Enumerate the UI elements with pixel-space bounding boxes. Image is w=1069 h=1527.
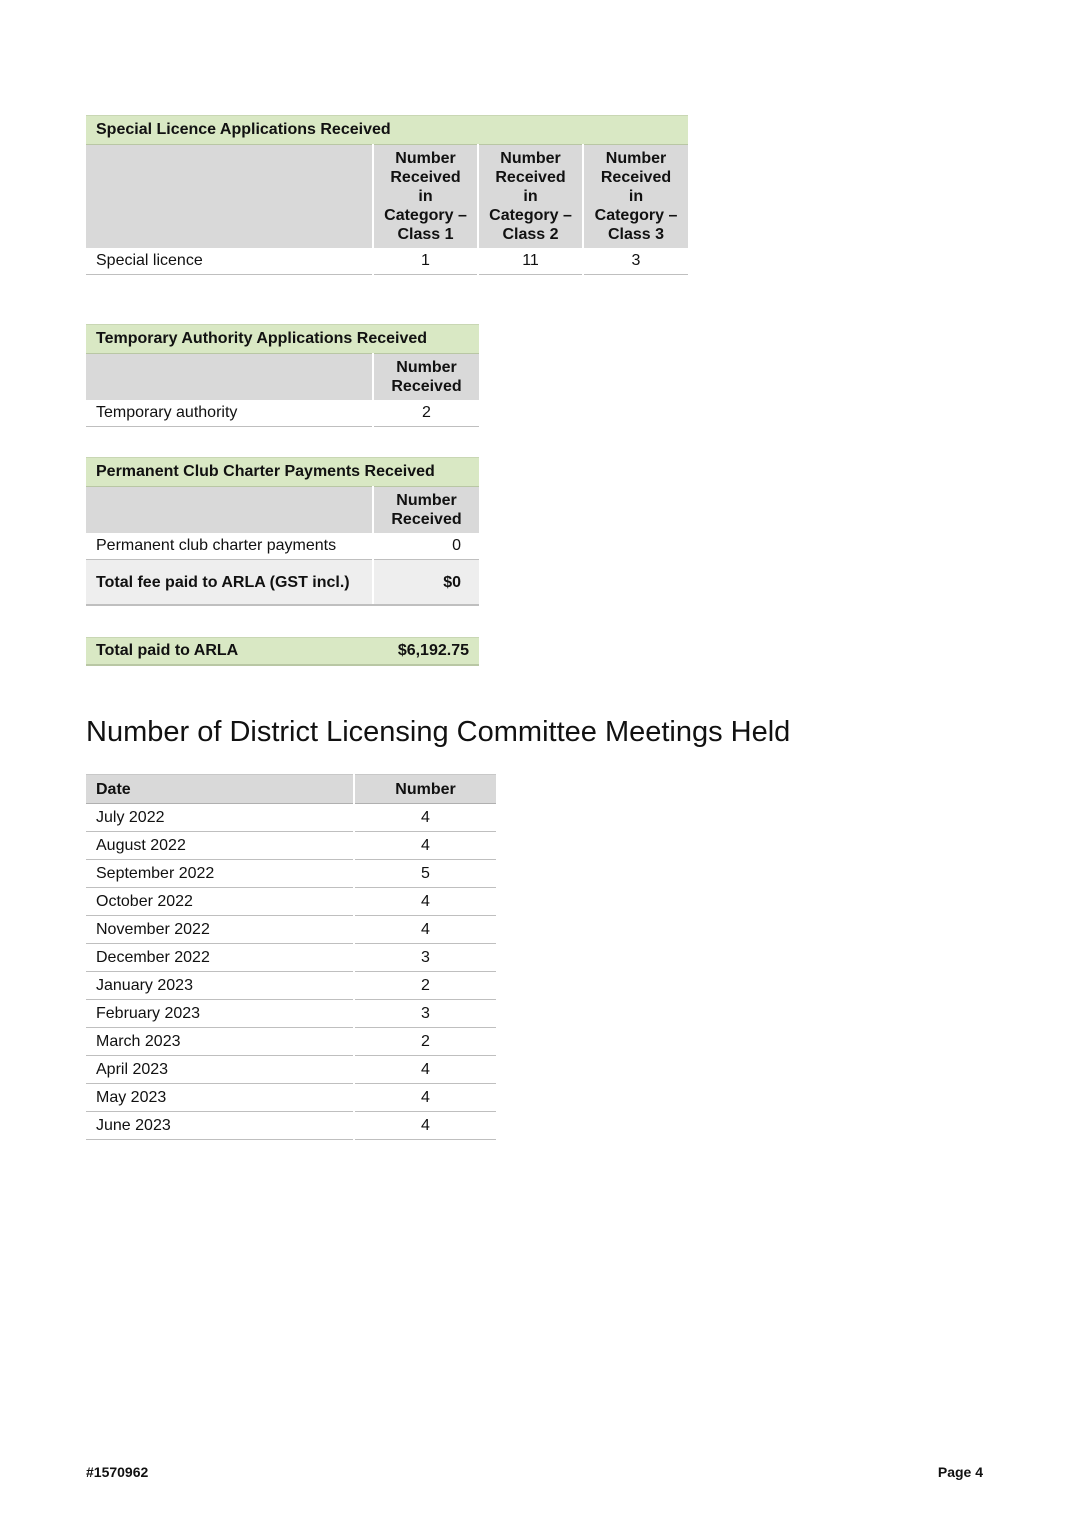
table-row bbox=[86, 944, 496, 972]
meeting-count: 3 bbox=[354, 1000, 496, 1028]
meeting-date: February 2023 bbox=[86, 1000, 354, 1028]
cell-class-2: 11 bbox=[478, 248, 583, 275]
grand-total-label: Total paid to ARLA bbox=[86, 638, 373, 666]
table-row bbox=[86, 1112, 496, 1140]
table-row bbox=[86, 888, 496, 916]
header-empty bbox=[86, 487, 373, 534]
table-row bbox=[86, 916, 496, 944]
table-row bbox=[86, 972, 496, 1000]
meeting-count: 4 bbox=[354, 1112, 496, 1140]
table-row bbox=[86, 400, 479, 427]
meeting-date: July 2022 bbox=[86, 804, 354, 832]
meetings-table bbox=[86, 774, 496, 1140]
row-value: 0 bbox=[373, 533, 479, 560]
meeting-date: August 2022 bbox=[86, 832, 354, 860]
temporary-authority-table bbox=[86, 324, 479, 427]
meeting-date: June 2023 bbox=[86, 1112, 354, 1140]
meeting-count: 4 bbox=[354, 916, 496, 944]
grand-total-table bbox=[86, 637, 479, 666]
header-date: Date bbox=[86, 775, 354, 804]
meeting-count: 4 bbox=[354, 804, 496, 832]
meeting-count: 2 bbox=[354, 972, 496, 1000]
meetings-heading: Number of District Licensing Committee Meetings Held bbox=[86, 716, 791, 748]
meeting-date: October 2022 bbox=[86, 888, 354, 916]
document-id: #1570962 bbox=[86, 1464, 149, 1480]
page-number: Page 4 bbox=[937, 1464, 983, 1480]
meeting-count: 4 bbox=[354, 1056, 496, 1084]
row-value: 2 bbox=[373, 400, 479, 427]
table-row bbox=[86, 832, 496, 860]
row-label: Permanent club charter payments bbox=[86, 533, 373, 560]
club-charter-table bbox=[86, 457, 479, 606]
club-charter-title: Permanent Club Charter Payments Received bbox=[86, 458, 479, 487]
special-licence-table bbox=[86, 115, 688, 275]
meeting-count: 4 bbox=[354, 832, 496, 860]
meeting-date: January 2023 bbox=[86, 972, 354, 1000]
cell-class-3: 3 bbox=[583, 248, 688, 275]
meeting-date: March 2023 bbox=[86, 1028, 354, 1056]
header-class-2: Number Received in Category – Class 2 bbox=[478, 145, 583, 249]
table-row bbox=[86, 248, 688, 275]
meeting-date: November 2022 bbox=[86, 916, 354, 944]
meeting-date: December 2022 bbox=[86, 944, 354, 972]
total-label: Total fee paid to ARLA (GST incl.) bbox=[86, 560, 373, 606]
meeting-date: April 2023 bbox=[86, 1056, 354, 1084]
meeting-date: September 2022 bbox=[86, 860, 354, 888]
table-row bbox=[86, 1000, 496, 1028]
table-row bbox=[86, 533, 479, 560]
table-row bbox=[86, 1084, 496, 1112]
header-number-received: Number Received bbox=[373, 354, 479, 401]
meeting-count: 3 bbox=[354, 944, 496, 972]
header-class-1: Number Received in Category – Class 1 bbox=[373, 145, 478, 249]
header-class-3: Number Received in Category – Class 3 bbox=[583, 145, 688, 249]
row-label: Special licence bbox=[86, 248, 373, 275]
header-empty bbox=[86, 145, 373, 249]
table-row bbox=[86, 1028, 496, 1056]
meeting-date: May 2023 bbox=[86, 1084, 354, 1112]
grand-total-value: $6,192.75 bbox=[373, 638, 479, 666]
special-licence-title: Special Licence Applications Received bbox=[86, 116, 688, 145]
meeting-count: 5 bbox=[354, 860, 496, 888]
total-row bbox=[86, 560, 479, 606]
table-row bbox=[86, 804, 496, 832]
header-empty bbox=[86, 354, 373, 401]
total-value: $0 bbox=[373, 560, 479, 606]
temporary-authority-title: Temporary Authority Applications Received bbox=[86, 325, 479, 354]
header-number-received: Number Received bbox=[373, 487, 479, 534]
meeting-count: 2 bbox=[354, 1028, 496, 1056]
table-row bbox=[86, 860, 496, 888]
cell-class-1: 1 bbox=[373, 248, 478, 275]
row-label: Temporary authority bbox=[86, 400, 373, 427]
header-number: Number bbox=[354, 775, 496, 804]
meeting-count: 4 bbox=[354, 888, 496, 916]
meeting-count: 4 bbox=[354, 1084, 496, 1112]
table-row bbox=[86, 1056, 496, 1084]
